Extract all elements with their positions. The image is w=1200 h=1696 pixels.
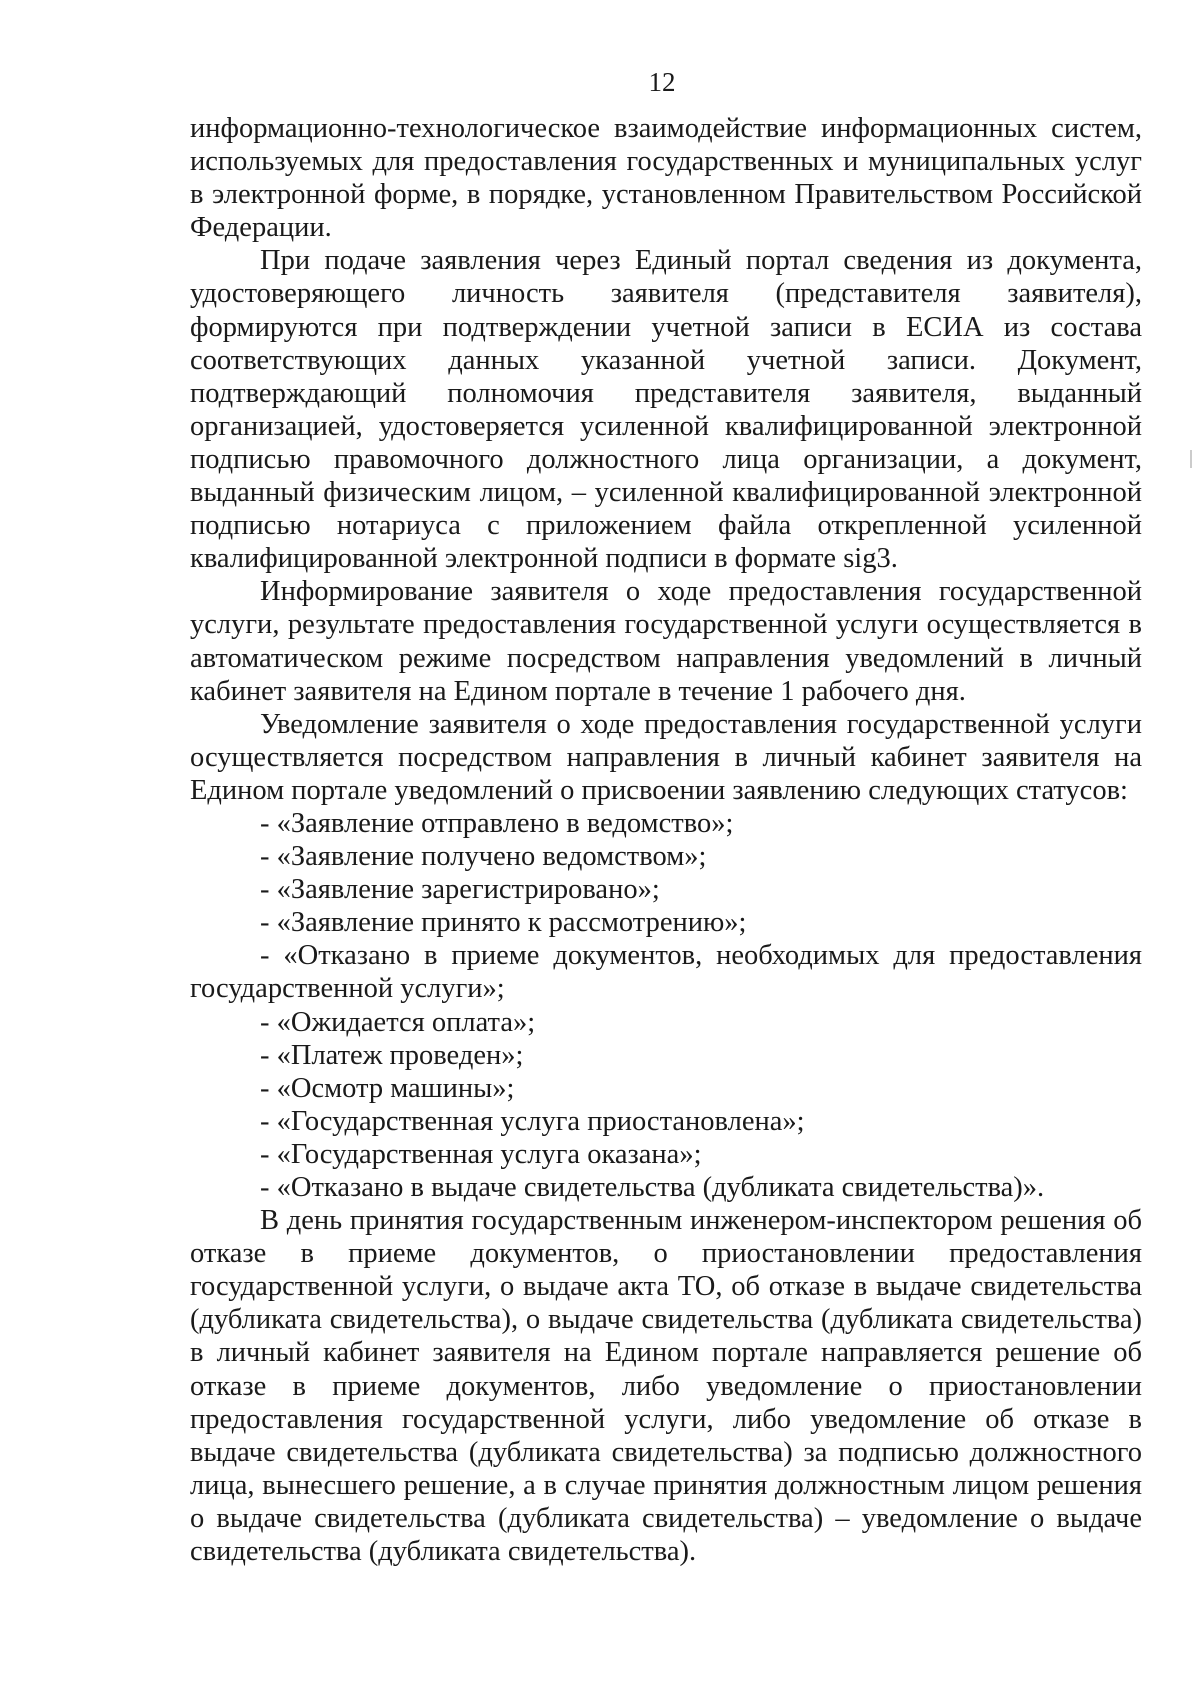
paragraph-notification-statuses: Уведомление заявителя о ходе предоставления государственной услуги осуществляется посредством направления в личный кабинет заявителя на Едином портале уведомлений о присвоении заявлению следующих статусов: bbox=[190, 708, 1142, 806]
status-list-item: - «Отказано в приеме документов, необходимых для предоставления государственной услуги»; bbox=[190, 939, 1142, 1005]
status-list-item: - «Осмотр машины»; bbox=[190, 1072, 1142, 1105]
status-list-item: - «Отказано в выдаче свидетельства (дубликата свидетельства)». bbox=[190, 1171, 1142, 1204]
status-list-item: - «Платеж проведен»; bbox=[190, 1039, 1142, 1072]
paragraph-informing: Информирование заявителя о ходе предоставления государственной услуги, результате предоставления государственной услуги осуществляется в автоматическом режиме посредством направления уведомлений в личный кабинет заявителя на Едином портале в течение 1 рабочего дня. bbox=[190, 576, 1142, 707]
paragraph-decision-delivery: В день принятия государственным инженером-инспектором решения об отказе в приеме документов, о приостановлении предоставления государственной услуги, о выдаче акта ТО, об отказе в выдаче свидетельства (дубликата свидетельства), о выдаче свидетельства (дубликата свидетельства) в личный кабинет заявителя на Едином портале направляется решение об отказе в приеме документов, либо уведомление о приостановлении предоставления государственной услуги, либо уведомление об отказе в выдаче свидетельства (дубликата свидетельства) за подписью должностного лица, вынесшего решение, а в случае принятия должностным лицом решения о выдаче свидетельства (дубликата свидетельства) – уведомление о выдаче свидетельства (дубликата свидетельства). bbox=[190, 1205, 1142, 1568]
status-list bbox=[190, 807, 1142, 1204]
status-list-item: - «Государственная услуга оказана»; bbox=[190, 1138, 1142, 1171]
status-list-item: - «Заявление принято к рассмотрению»; bbox=[190, 906, 1142, 939]
document-body bbox=[190, 112, 1142, 1568]
page-number: 12 bbox=[648, 67, 676, 97]
scan-artifact-mark bbox=[1190, 450, 1192, 468]
status-list-item: - «Заявление зарегистрировано»; bbox=[190, 873, 1142, 906]
status-list-item: - «Ожидается оплата»; bbox=[190, 1006, 1142, 1039]
paragraph-identity-documents: При подаче заявления через Единый портал сведения из документа, удостоверяющего личность заявителя (представителя заявителя), формируются при подтверждении учетной записи в ЕСИА из состава соответствующих данных указанной учетной записи. Документ, подтверждающий полномочия представителя заявителя, выданный организацией, удостоверяется усиленной квалифицированной электронной подписью правомочного должностного лица организации, а документ, выданный физическим лицом, – усиленной квалифицированной электронной подписью нотариуса с приложением файла открепленной усиленной квалифицированной электронной подписи в формате sig3. bbox=[190, 245, 1142, 575]
paragraph-continuation: информационно-технологическое взаимодействие информационных систем, используемых для предоставления государственных и муниципальных услуг в электронной форме, в порядке, установленном Правительством Российской Федерации. bbox=[190, 113, 1142, 244]
status-list-item: - «Заявление получено ведомством»; bbox=[190, 840, 1142, 873]
status-list-item: - «Государственная услуга приостановлена»; bbox=[190, 1105, 1142, 1138]
status-list-item: - «Заявление отправлено в ведомство»; bbox=[190, 807, 1142, 840]
